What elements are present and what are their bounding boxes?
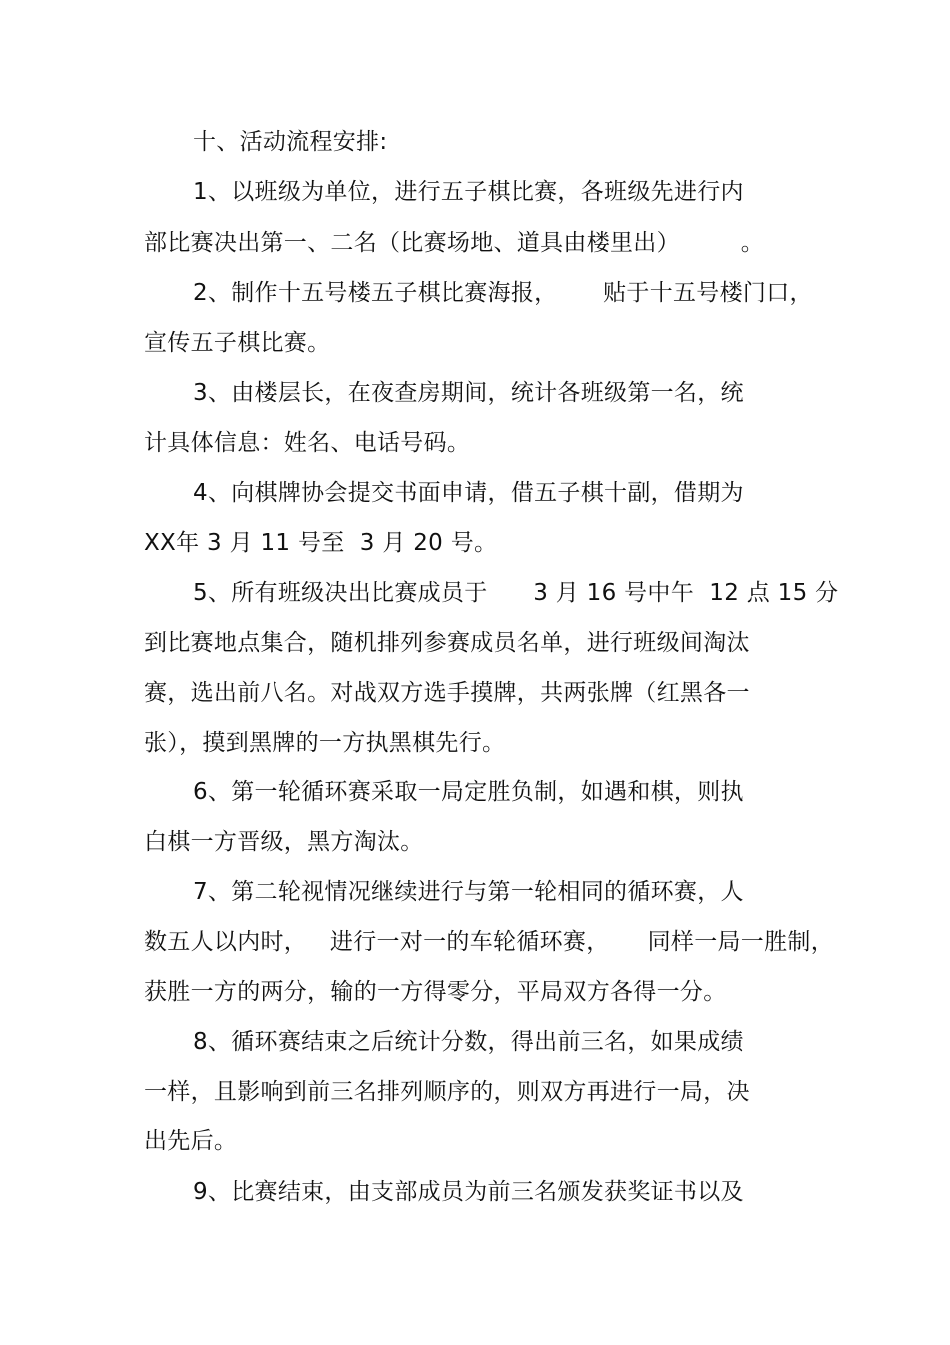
section-heading: 十、活动流程安排: <box>193 129 388 155</box>
paragraph-7-line-2: 数五人以内时， 进行一对一的车轮循环赛， 同样一局一胜制， <box>144 929 834 955</box>
paragraph-9-line-1: 9、比赛结束，由支部成员为前三名颁发获奖证书以及 <box>193 1179 744 1205</box>
paragraph-1-line-1: 1、以班级为单位，进行五子棋比赛，各班级先进行内 <box>193 179 744 205</box>
paragraph-6-line-2: 白棋一方晋级，黑方淘汰。 <box>144 829 424 855</box>
paragraph-8-line-3: 出先后。 <box>144 1128 238 1154</box>
paragraph-5-line-3: 赛，选出前八名。对战双方选手摸牌，共两张牌（红黑各一 <box>144 680 750 706</box>
paragraph-7-line-3: 获胜一方的两分，输的一方得零分，平局双方各得一分。 <box>144 979 727 1005</box>
paragraph-3-line-1: 3、由楼层长，在夜查房期间，统计各班级第一名，统 <box>193 380 744 406</box>
paragraph-8-line-1: 8、循环赛结束之后统计分数，得出前三名，如果成绩 <box>193 1029 744 1055</box>
paragraph-2-line-1: 2、制作十五号楼五子棋比赛海报， 贴于十五号楼门口， <box>193 280 813 306</box>
paragraph-4-line-2: XX年 3 月 11 号至 3 月 20 号。 <box>144 530 498 556</box>
paragraph-6-line-1: 6、第一轮循环赛采取一局定胜负制，如遇和棋，则执 <box>193 779 744 805</box>
paragraph-4-line-1: 4、向棋牌协会提交书面申请，借五子棋十副，借期为 <box>193 480 744 506</box>
paragraph-1-line-2: 部比赛决出第一、二名（比赛场地、道具由楼里出） 。 <box>144 230 765 256</box>
paragraph-8-line-2: 一样，且影响到前三名排列顺序的，则双方再进行一局，决 <box>144 1079 750 1105</box>
paragraph-3-line-2: 计具体信息：姓名、电话号码。 <box>144 430 471 456</box>
paragraph-7-line-1: 7、第二轮视情况继续进行与第一轮相同的循环赛，人 <box>193 879 744 905</box>
paragraph-2-line-2: 宣传五子棋比赛。 <box>144 330 331 356</box>
paragraph-5-line-2: 到比赛地点集合，随机排列参赛成员名单，进行班级间淘汰 <box>144 630 750 656</box>
paragraph-5-line-4: 张），摸到黑牌的一方执黑棋先行。 <box>144 730 506 756</box>
paragraph-5-line-1: 5、所有班级决出比赛成员于 3 月 16 号中午 12 点 15 分 <box>193 580 839 606</box>
